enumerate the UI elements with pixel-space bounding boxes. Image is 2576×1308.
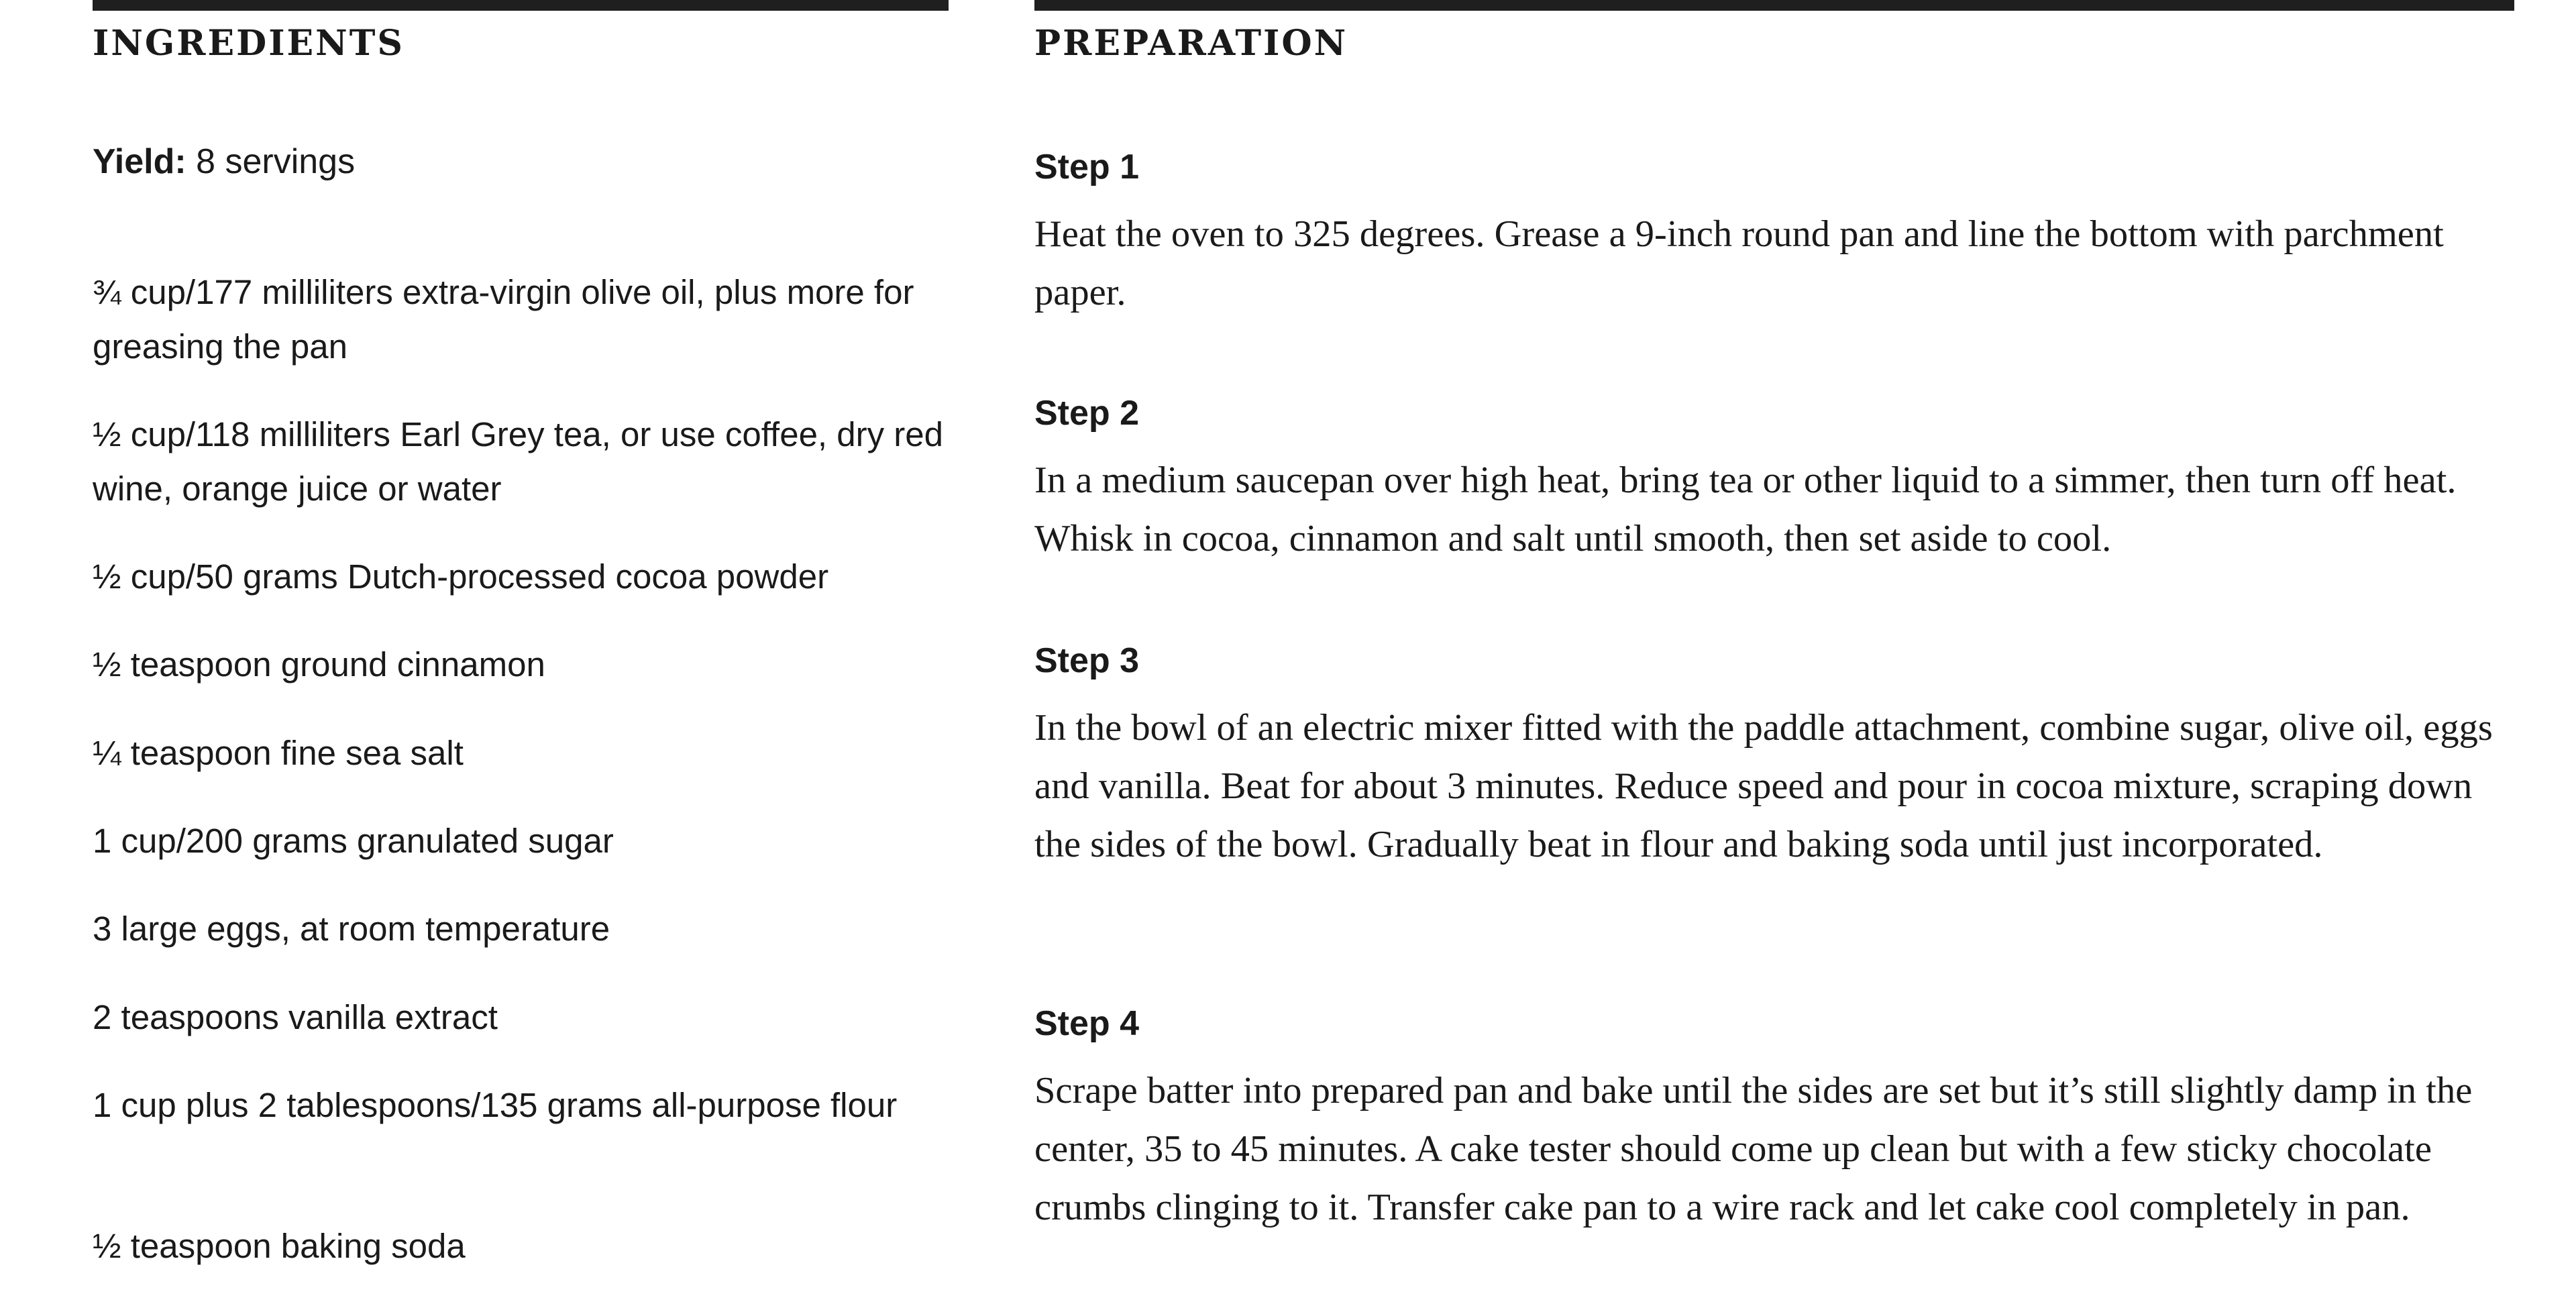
- ingredient-item: ½ teaspoon ground cinnamon: [93, 645, 545, 684]
- ingredient-item: ¾ cup/177 milliliters extra-virgin olive oil, plus more for greasing the pan: [93, 273, 914, 366]
- ingredient-item: ½ teaspoon baking soda: [93, 1227, 466, 1265]
- step-text: In the bowl of an electric mixer fitted with the paddle attachment, combine sugar, olive oil, eggs and vanilla. Beat for about 3 minutes. Reduce speed and pour in cocoa mixture, scraping down the sides of the bowl. Gradually beat in flour and baking soda until just incorporated.: [1034, 707, 2493, 866]
- step-text: Heat the oven to 325 degrees. Grease a 9-inch round pan and line the bottom with parchment paper.: [1034, 213, 2444, 314]
- preparation-section: [1034, 0, 2514, 1229]
- step-4: [1034, 1003, 2514, 1237]
- step-2: [1034, 392, 2514, 568]
- ingredients-heading: INGREDIENTS: [93, 23, 405, 64]
- yield-line: [93, 141, 355, 182]
- ingredient-item: ½ cup/118 milliliters Earl Grey tea, or use coffee, dry red wine, orange juice or water: [93, 415, 944, 508]
- ingredient-item: 1 cup/200 grams granulated sugar: [93, 822, 614, 860]
- step-label: Step 4: [1034, 1004, 1140, 1043]
- ingredient-item: 3 large eggs, at room temperature: [93, 910, 610, 948]
- ingredient-item: ¼ teaspoon fine sea salt: [93, 734, 464, 772]
- step-label: Step 1: [1034, 148, 1140, 186]
- step-label: Step 3: [1034, 641, 1140, 680]
- step-1: [1034, 146, 2514, 322]
- yield-label: Yield:: [93, 142, 186, 181]
- step-text: In a medium saucepan over high heat, bring tea or other liquid to a simmer, then turn off heat. Whisk in cocoa, cinnamon and salt until smooth, then set aside to cool.: [1034, 459, 2457, 560]
- ingredients-top-rule: [93, 0, 949, 11]
- ingredient-item: 1 cup plus 2 tablespoons/135 grams all-purpose flour: [93, 1086, 898, 1124]
- step-text: Scrape batter into prepared pan and bake until the sides are set but it’s still slightly damp in the center, 35 to 45 minutes. A cake tester should come up clean but with a few sticky chocolate crumbs clinging to it. Transfer cake pan to a wire rack and let cake cool completely in pan.: [1034, 1070, 2473, 1229]
- ingredients-section: [93, 0, 949, 1265]
- preparation-top-rule: [1034, 0, 2514, 11]
- ingredient-item: 2 teaspoons vanilla extract: [93, 998, 498, 1036]
- step-label: Step 2: [1034, 394, 1140, 433]
- step-3: [1034, 640, 2514, 874]
- ingredient-item: ½ cup/50 grams Dutch-processed cocoa powder: [93, 557, 829, 596]
- preparation-heading: PREPARATION: [1034, 23, 1348, 64]
- yield-value: 8 servings: [186, 142, 356, 181]
